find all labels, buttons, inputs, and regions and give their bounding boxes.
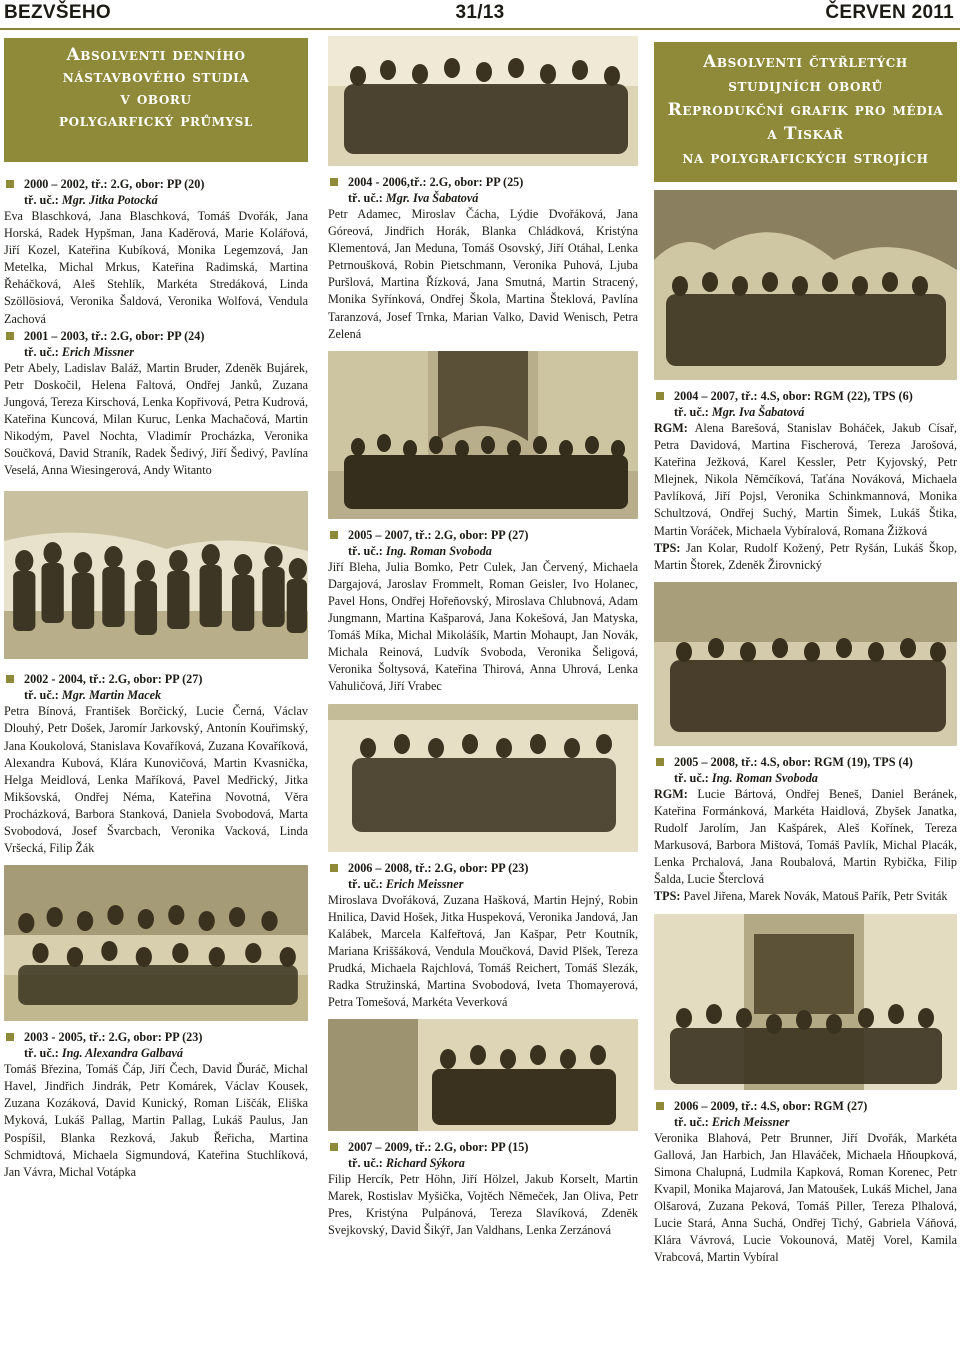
teacher-label: tř. uč.: [674, 1114, 712, 1129]
teacher-name: Erich Meissner [711, 1114, 790, 1129]
banner-line: na polygrafických strojích [682, 148, 929, 168]
class-teacher [4, 687, 308, 703]
teacher-name: Ing. Alexandra Galbavá [61, 1046, 184, 1061]
student-list: Eva Blaschková, Jana Blaschková, Tomáš Dvořák, Jana Horská, Radek Hypšman, Jana Kaděrová, Marie Kolářová, Jiří Kozel, Kateřina Kubíková, Monika Legemzová, Jan Metelka, Michal Mrkus, Kateřina Radimská, Martina Řeháčková, Aleš Stehlík, Markéta Stredáková, Linda Szöllösiová, Veronika Šaldová, Veronika Wolfová, Vendula Zachová [4, 209, 308, 326]
class-heading: 2006 – 2008, tř.: 2.G, obor: PP (23) [328, 860, 638, 876]
student-list: Petra Bínová, František Borčický, Lucie Černá, Václav Dlouhý, Petr Došek, Jaromír Jarkovský, Antonín Kouřimský, Jana Koukolová, Stanislava Kovaříková, Zuzana Kovaříková, Alexandra Kubová, Klára Kunovičová, Martin Kvasnička, Helga Meidlová, Lenka Maříková, Pavel Medřický, Jitka Mikšovská, Ondřej Néma, Kateřina Novotná, Věra Procházková, Barbora Stanková, Daniela Svobodová, Marta Svobodová, Josef Švarcbach, Veronika Vacková, Linda Vršecká, Filip Žák [4, 704, 308, 856]
class-teacher [328, 190, 638, 206]
class-teacher [328, 543, 638, 559]
teacher-label: tř. uč.: [348, 191, 386, 205]
class-teacher [4, 344, 308, 360]
class-photo [654, 914, 957, 1090]
class-photo [328, 36, 638, 166]
class-teacher [654, 1114, 957, 1130]
student-list: Petr Abely, Ladislav Baláž, Martin Bruder, Zdeněk Bujárek, Petr Doskočil, Helena Faltová, Ondřej Janků, Zuzana Jungová, Tereza Kirschová, Lenka Kopřivová, Petra Kudrová, Kateřina Kuncová, Milan Kuruc, Lenka Machačová, Martin Nikodým, Pavel Nochta, Vladimír Procházka, Veronika Součková, David Straník, Radek Šedivý, Jiří Šedivý, Pavlína Veselá, Anna Wiesingerová, Andy Witanto [4, 360, 308, 478]
student-list: Petr Adamec, Miroslav Čácha, Lýdie Dvořáková, Jana Góreová, Jindřich Horák, Blanka Chládková, Kristýna Klementová, Jan Meduna, Tomáš Osovský, Jiří Otáhal, Lenka Petrnoušková, Robin Pietschmann, Veronika Puhová, Ljuba Puršlová, Martina Řízková, Jana Smutná, Martin Stracený, Monika Syřínková, Ondřej Škola, Martina Šteklová, Pavlína Taranzová, Josef Trnka, Marian Valko, David Wenisch, Petra Zelená [328, 207, 638, 341]
teacher-name: Mgr. Iva Šabatová [385, 191, 479, 205]
teacher-name: Erich Meissner [385, 876, 464, 891]
teacher-label: tř. uč.: [348, 876, 386, 891]
teacher-label: tř. uč.: [24, 344, 62, 359]
column-right [654, 38, 957, 1360]
class-heading: 2002 - 2004, tř.: 2.G, obor: PP (27) [4, 671, 308, 687]
student-list: Veronika Blahová, Petr Brunner, Jiří Dvořák, Markéta Gallová, Jan Harbich, Jan Hlaváček, Michaela Hňoupková, Simona Chalupná, Ludmila Kapková, Roman Korenec, Petr Kvapil, Monika Majarová, Jan Matoušek, Lukáš Michel, Jana Olšarová, Zuzana Peková, Tomáš Piller, Tereza Plhalová, Lucie Stará, Anna Suchá, Ondřej Tichý, Gabriela Váňová, Klára Vávrová, Lucie Vokounová, Matěj Vorel, Kamila Vrabcová, Martin Vybíral [654, 1130, 957, 1265]
tps-names: Jan Kolar, Rudolf Kožený, Petr Ryšán, Lukáš Škop, Martin Štorek, Zdeněk Žirovnický [654, 540, 957, 572]
teacher-name: Mgr. Jitka Potocká [61, 193, 158, 207]
class-teacher [654, 404, 957, 420]
section-banner-nastavba [4, 38, 308, 162]
class-teacher [4, 1045, 308, 1061]
teacher-name: Mgr. Martin Macek [61, 688, 162, 703]
class-teacher [654, 770, 957, 786]
teacher-name: Richard Sýkora [385, 1156, 465, 1171]
class-photo [4, 491, 308, 659]
teacher-name: Ing. Roman Svoboda [385, 543, 492, 558]
class-photo [328, 704, 638, 852]
class-heading: 2000 – 2002, tř.: 2.G, obor: PP (20) [4, 176, 308, 192]
student-list [654, 888, 957, 905]
class-heading: 2007 – 2009, tř.: 2.G, obor: PP (15) [328, 1139, 638, 1155]
class-photo [654, 582, 957, 746]
teacher-label: tř. uč.: [24, 193, 62, 207]
section-banner-ctyrlete [654, 42, 957, 182]
class-photo [654, 190, 957, 380]
rgm-names: Lucie Bártová, Ondřej Beneš, Daniel Beránek, Kateřina Formánková, Markéta Haidlová, Zbyšek Janatka, Rudolf Jarolím, Jan Kašpárek, Aleš Kořínek, Tereza Markusová, Barbora Mištová, Tomáš Pavlík, Michal Placák, Lenka Prchalová, Jana Roubalová, Martin Rybička, Filip Šalda, Lucie Šterclová [654, 786, 957, 887]
student-list: Tomáš Březina, Tomáš Čáp, Jiří Čech, David Ďuráč, Michal Havel, Jindřich Jindrák, Petr Komárek, Václav Kousek, Zuzana Kozáková, David Kunický, Roman Liščák, Eliška Myková, Lukáš Pallag, Martin Pallag, Lukáš Paulus, Jan Pospíšil, Blanka Rezková, Jakub Řeřicha, Martina Schmidtová, Michaela Sigmundová, Kateřina Stuchlíková, Jan Vávra, Michal Votápka [4, 1062, 308, 1179]
teacher-name: Erich Missner [61, 344, 135, 359]
teacher-label: tř. uč.: [24, 688, 62, 703]
teacher-label: tř. uč.: [674, 770, 712, 785]
class-heading: 2006 – 2009, tř.: 4.S, obor: RGM (27) [654, 1098, 957, 1114]
student-list [654, 420, 957, 540]
class-heading: 2005 – 2007, tř.: 2.G, obor: PP (27) [328, 527, 638, 543]
banner-line: Absolventi čtyřletých [703, 52, 908, 72]
field-label-rgm: RGM: [654, 786, 688, 801]
banner-line: nástavbového studia [62, 67, 250, 87]
teacher-name: Mgr. Iva Šabatová [711, 405, 805, 419]
class-photo [328, 351, 638, 519]
field-label-rgm: RGM: [654, 421, 688, 435]
class-teacher [328, 876, 638, 892]
masthead [0, 0, 960, 30]
student-list [654, 786, 957, 889]
class-teacher [328, 1155, 638, 1171]
banner-line: polygarfický průmysl [59, 111, 253, 131]
student-list: Miroslava Dvořáková, Zuzana Hašková, Martin Hejný, Robin Hnilica, David Hošek, Jitka Huspeková, Veronika Jandová, Jan Kalábek, Marcela Kalfeřtová, Jan Kašpar, Petr Koutník, Mariana Kriššáková, Vendula Moučková, David Plšek, Tereza Prudká, Michaela Rajchlová, Tomáš Reichert, Tomáš Slezák, Radka Stružinská, Martina Svobodová, Iveta Thomayerová, Petra Tomešová, Markéta Veverková [328, 892, 638, 1010]
student-list: Jiří Bleha, Julia Bomko, Petr Culek, Jan Červený, Michaela Dargajová, Jaroslav Frommelt, Roman Geisler, Ivo Holanec, Pavel Hons, Ondřej Hořeňovský, Miroslava Chlubnová, Adam Jungmann, Martina Kašparová, Jana Kokešová, Jan Matyska, Tomáš Míka, Michal Mikolášík, Martin Mohaupt, Jan Novák, Michala Reinová, Ludvík Svoboda, Veronika Šeligová, Veronika Šoltysová, Kateřina Thirová, Anna Uhrová, Lenka Vahuličová, Jiří Vrabec [328, 559, 638, 694]
banner-line: a Tiskař [767, 124, 844, 144]
teacher-name: Ing. Roman Svoboda [711, 770, 818, 785]
banner-line: Reprodukční grafik pro média [667, 100, 944, 120]
field-label-tps: TPS: [654, 889, 681, 904]
column-middle [328, 36, 638, 1358]
issue-date: ČERVEN 2011 [825, 2, 954, 23]
class-teacher [4, 192, 308, 208]
teacher-label: tř. uč.: [24, 1046, 62, 1061]
teacher-label: tř. uč.: [674, 405, 712, 419]
class-heading: 2004 - 2006,tř.: 2.G, obor: PP (25) [328, 174, 638, 190]
class-heading: 2005 – 2008, tř.: 4.S, obor: RGM (19), TPS (4) [654, 754, 957, 770]
rgm-names: Alena Barešová, Stanislav Boháček, Jakub Císař, Petra Davidová, Martina Fischerová, Tereza Jarošová, Kateřina Ježková, Karel Kessler, Petr Kyjovský, Petr Mlejnek, Nikola Němčíková, Taťána Nováková, Michaela Pavlíková, Jiří Pojsl, Veronika Schinkmannová, Monika Schultzová, Ondřej Suchý, Martin Šimek, Lukáš Štika, Martin Voráček, Michaela Vybíralová, Romana Žižková [654, 421, 957, 538]
student-list [654, 540, 957, 574]
class-heading: 2004 – 2007, tř.: 4.S, obor: RGM (22), TPS (6) [654, 388, 957, 404]
tps-names: Pavel Jiřena, Marek Novák, Matouš Pařík, Petr Sviták [680, 889, 948, 904]
class-photo [4, 865, 308, 1021]
student-list: Filip Hercík, Petr Höhn, Jiří Hölzel, Jakub Korselt, Martin Marek, Rostislav Myšička, Vojtěch Němeček, Jan Oliva, Petr Pres, Kristýna Pulpánová, Tereza Slavíková, Zdeněk Svejkovský, David Šikýř, Jan Valdhans, Lenka Zerzánová [328, 1172, 638, 1238]
teacher-label: tř. uč.: [348, 543, 386, 558]
field-label-tps: TPS: [654, 540, 681, 555]
magazine-title: BEZVŠEHO [4, 2, 111, 23]
class-heading: 2003 - 2005, tř.: 2.G, obor: PP (23) [4, 1029, 308, 1045]
issue-number: 31/13 [455, 2, 505, 23]
teacher-label: tř. uč.: [348, 1156, 386, 1171]
banner-line: v oboru [120, 89, 192, 109]
class-heading: 2001 – 2003, tř.: 2.G, obor: PP (24) [4, 328, 308, 344]
column-left [4, 38, 308, 1360]
class-photo [328, 1019, 638, 1131]
banner-line: Absolventi denního [66, 45, 246, 65]
banner-line: studijních oborů [728, 76, 883, 96]
